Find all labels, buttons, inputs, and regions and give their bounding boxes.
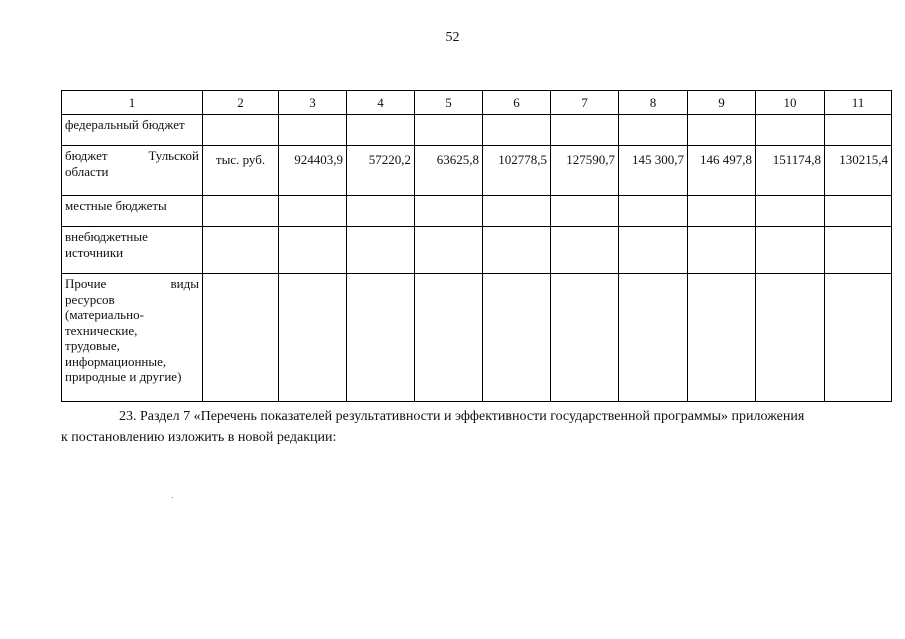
unit-cell xyxy=(203,115,279,146)
value-cell: 145 300,7 xyxy=(619,146,688,196)
value-cell xyxy=(279,274,347,402)
value-cell: 151174,8 xyxy=(756,146,825,196)
unit-cell xyxy=(203,227,279,274)
value-cell xyxy=(551,274,619,402)
page-number: 52 xyxy=(445,30,460,45)
value-cell xyxy=(279,196,347,227)
value-cell xyxy=(688,227,756,274)
table-row xyxy=(62,227,892,274)
value-cell xyxy=(619,115,688,146)
value-cell xyxy=(551,115,619,146)
value-cell xyxy=(415,115,483,146)
header-cell: 3 xyxy=(279,91,347,115)
table-row xyxy=(62,274,892,402)
header-cell: 7 xyxy=(551,91,619,115)
header-cell: 9 xyxy=(688,91,756,115)
row-label: Прочие виды ресурсов (материально- технические, трудовые, информационные, природные и другие) xyxy=(62,274,203,402)
value-cell xyxy=(619,227,688,274)
value-cell xyxy=(483,274,551,402)
value-cell xyxy=(347,115,415,146)
value-cell xyxy=(756,115,825,146)
value-cell xyxy=(347,227,415,274)
unit-cell: тыс. руб. xyxy=(203,146,279,196)
row-label: внебюджетные источники xyxy=(62,227,203,274)
value-cell xyxy=(688,196,756,227)
value-cell xyxy=(415,227,483,274)
resource-table xyxy=(61,90,892,402)
value-cell xyxy=(483,115,551,146)
paragraph-line: к постановлению изложить в новой редакции: xyxy=(61,430,337,445)
value-cell xyxy=(551,196,619,227)
value-cell xyxy=(279,227,347,274)
value-cell xyxy=(551,227,619,274)
value-cell xyxy=(279,115,347,146)
value-cell xyxy=(825,115,892,146)
header-cell: 8 xyxy=(619,91,688,115)
table-row xyxy=(62,196,892,227)
table-row xyxy=(62,146,892,196)
value-cell xyxy=(619,196,688,227)
value-cell xyxy=(483,196,551,227)
row-label: местные бюджеты xyxy=(62,196,203,227)
header-cell: 2 xyxy=(203,91,279,115)
row-label: бюджет Тульской области xyxy=(62,146,203,196)
table-header-row xyxy=(62,91,892,115)
value-cell: 130215,4 xyxy=(825,146,892,196)
value-cell xyxy=(825,196,892,227)
value-cell: 63625,8 xyxy=(415,146,483,196)
value-cell xyxy=(347,196,415,227)
value-cell xyxy=(415,196,483,227)
value-cell xyxy=(688,274,756,402)
value-cell xyxy=(483,227,551,274)
header-cell: 1 xyxy=(62,91,203,115)
value-cell: 102778,5 xyxy=(483,146,551,196)
unit-cell xyxy=(203,196,279,227)
value-cell xyxy=(347,274,415,402)
scan-speck xyxy=(172,497,173,498)
value-cell xyxy=(756,274,825,402)
header-cell: 6 xyxy=(483,91,551,115)
header-cell: 5 xyxy=(415,91,483,115)
value-cell xyxy=(756,227,825,274)
value-cell xyxy=(619,274,688,402)
value-cell: 146 497,8 xyxy=(688,146,756,196)
value-cell xyxy=(688,115,756,146)
paragraph-line: 23. Раздел 7 «Перечень показателей результативности и эффективности государственной программы» приложения xyxy=(119,409,805,424)
unit-cell xyxy=(203,274,279,402)
header-cell: 10 xyxy=(756,91,825,115)
value-cell: 924403,9 xyxy=(279,146,347,196)
header-cell: 4 xyxy=(347,91,415,115)
value-cell: 57220,2 xyxy=(347,146,415,196)
header-cell: 11 xyxy=(825,91,892,115)
amendment-paragraph xyxy=(61,406,891,448)
value-cell: 127590,7 xyxy=(551,146,619,196)
value-cell xyxy=(825,274,892,402)
row-label: федеральный бюджет xyxy=(62,115,203,146)
value-cell xyxy=(825,227,892,274)
value-cell xyxy=(415,274,483,402)
value-cell xyxy=(756,196,825,227)
table-row xyxy=(62,115,892,146)
